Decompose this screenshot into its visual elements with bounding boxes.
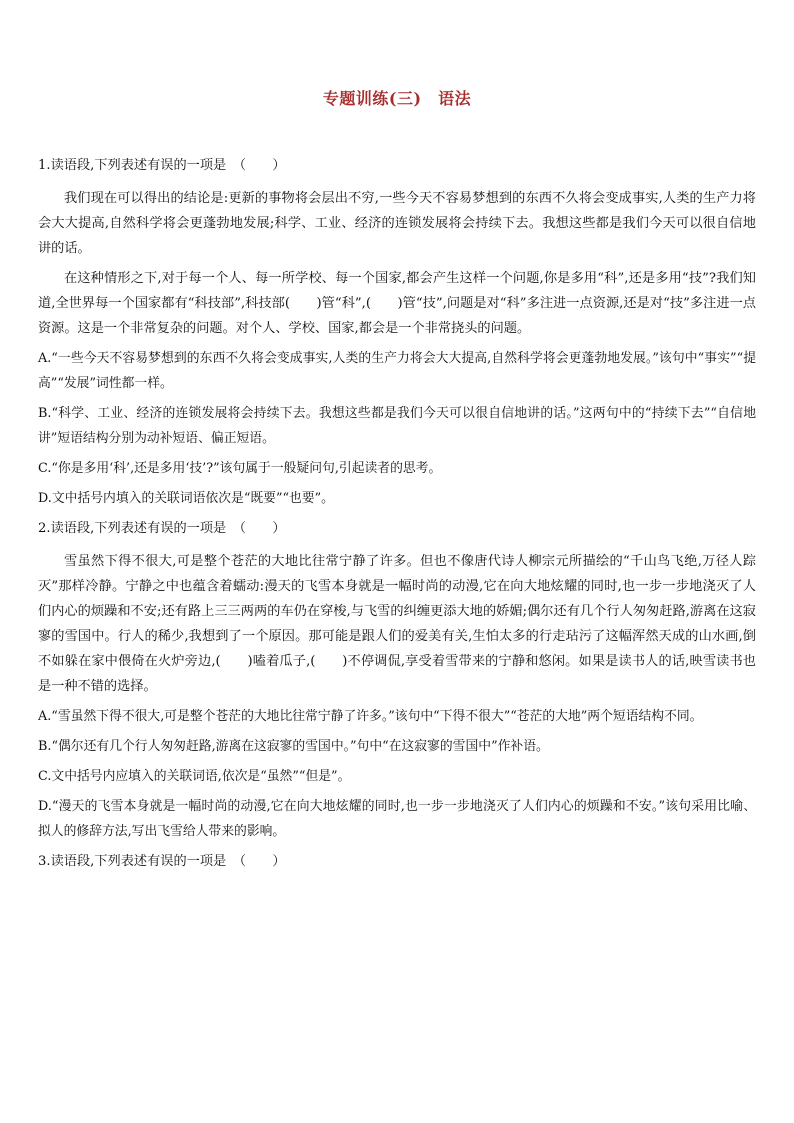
question-stem: 2.读语段,下列表述有误的一项是 （ ） (38, 521, 286, 536)
option-d: D.文中括号内填入的关联词语依次是“既要”“也要”。 (38, 491, 334, 506)
document-content (38, 153, 756, 882)
option-c: C.文中括号内应填入的关联词语,依次是“虽然”“但是”。 (38, 769, 351, 784)
question-stem: 3.读语段,下列表述有误的一项是 （ ） (38, 854, 286, 869)
option-a: A.“一些今天不容易梦想到的东西不久将会变成事实,人类的生产力将会大大提高,自然科学将会更蓬勃地发展。”该句中“事实”“提高”“发展”词性都一样。 (38, 351, 756, 391)
page-title: 专题训练(三) 语法 (322, 89, 472, 108)
passage-paragraph: 在这种情形之下,对于每一个人、每一所学校、每一个国家,都会产生这样一个问题,你是多用“科”,还是多用“技”?我们知道,全世界每一个国家都有“科技部”,科技部( )管“科”,( )管“技”,问题是对“科”多注进一点资源,还是对“技”多注进一点资源。这是一个非常复杂的问题。对个人、学校、国家,都会是一个非常挠头的问题。 (38, 271, 756, 336)
question-stem: 1.读语段,下列表述有误的一项是 （ ） (38, 158, 286, 173)
option-d: D.“漫天的飞雪本身就是一幅时尚的动漫,它在向大地炫耀的同时,也一步一步地浇灭了人们内心的烦躁和不安。”该句采用比喻、拟人的修辞方法,写出飞雪给人带来的影响。 (38, 799, 756, 839)
passage-paragraph: 雪虽然下得不很大,可是整个苍茫的大地比往常宁静了许多。但也不像唐代诗人柳宗元所描绘的“千山鸟飞绝,万径人踪灭”那样冷静。宁静之中也蕴含着蠕动:漫天的飞雪本身就是一幅时尚的动漫,它在向大地炫耀的同时,也一步一步地浇灭了人们内心的烦躁和不安;还有路上三三两两的车仍在穿梭,与飞雪的纠缠更添大地的娇媚;偶尔还有几个行人匆匆赶路,游离在这寂寥的雪国中。行人的稀少,我想到了一个原因。那可能是跟人们的爱美有关,生怕太多的行走玷污了这幅浑然天成的山水画,倒不如躲在家中偎倚在火炉旁边,( )嗑着瓜子,( )不停调侃,享受着雪带来的宁静和悠闲。如果是读书人的话,映雪读书也是一种不错的选择。 (38, 554, 756, 694)
question-2 (38, 516, 756, 844)
option-c: C.“你是多用‘科’,还是多用‘技’?”该句属于一般疑问句,引起读者的思考。 (38, 461, 442, 476)
option-a: A.“雪虽然下得不很大,可是整个苍茫的大地比往常宁静了许多。”该句中“下得不很大”“苍茫的大地”两个短语结构不同。 (38, 709, 703, 724)
passage-paragraph: 我们现在可以得出的结论是:更新的事物将会层出不穷,一些今天不容易梦想到的东西不久将会变成事实,人类的生产力将会大大提高,自然科学将会更蓬勃地发展;科学、工业、经济的连锁发展将会持续下去。我想这些都是我们今天可以很自信地讲的话。 (38, 191, 756, 256)
question-1 (38, 153, 756, 511)
option-b: B.“偶尔还有几个行人匆匆赶路,游离在这寂寥的雪国中。”句中“在这寂寥的雪国中”作补语。 (38, 739, 549, 754)
question-3 (38, 849, 756, 874)
option-b: B.“科学、工业、经济的连锁发展将会持续下去。我想这些都是我们今天可以很自信地讲的话。”这两句中的“持续下去”“自信地讲”短语结构分别为动补短语、偏正短语。 (38, 406, 756, 446)
